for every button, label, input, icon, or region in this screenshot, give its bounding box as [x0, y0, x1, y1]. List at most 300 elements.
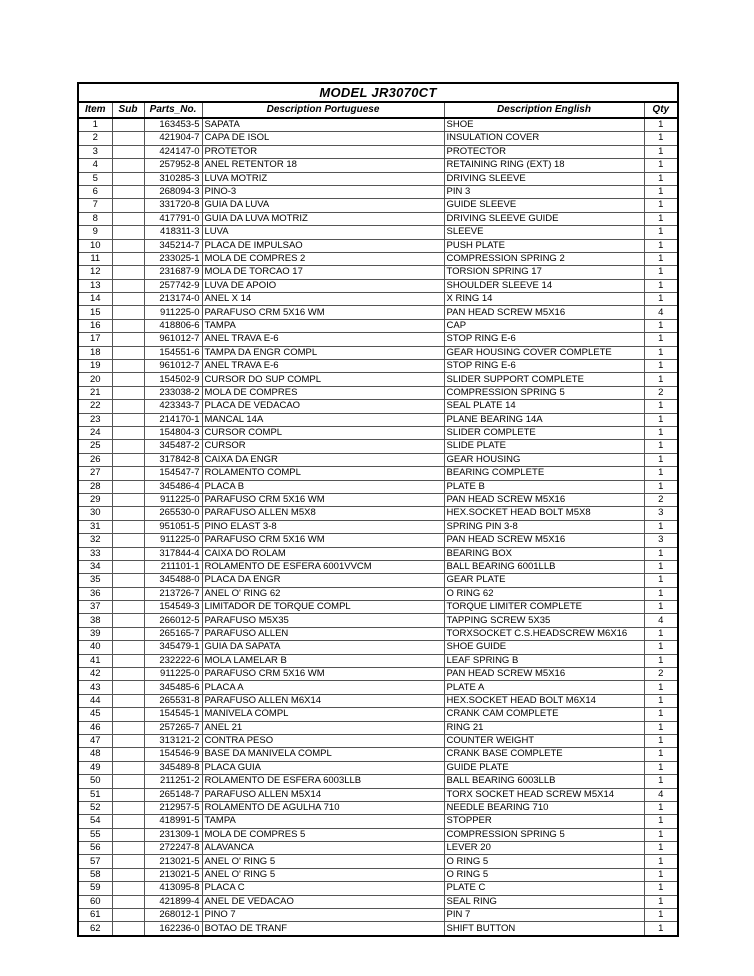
- cell-part: 418311-3: [144, 226, 202, 239]
- cell-sub: [112, 360, 144, 373]
- cell-qty: 1: [644, 145, 678, 158]
- cell-sub: [112, 708, 144, 721]
- cell-part: 211101-1: [144, 560, 202, 573]
- cell-part: 213021-5: [144, 868, 202, 881]
- cell-part: 214170-1: [144, 413, 202, 426]
- cell-qty: 1: [644, 708, 678, 721]
- cell-part: 345479-1: [144, 641, 202, 654]
- cell-part: 310285-3: [144, 172, 202, 185]
- cell-item: 33: [78, 547, 112, 560]
- cell-item: 39: [78, 627, 112, 640]
- cell-part: 421904-7: [144, 132, 202, 145]
- cell-en: LEAF SPRING B: [444, 654, 644, 667]
- table-row: [78, 145, 678, 158]
- cell-item: 6: [78, 185, 112, 198]
- table-body: [78, 118, 678, 936]
- cell-pt: GUIA DA LUVA: [202, 199, 444, 212]
- cell-qty: 3: [644, 534, 678, 547]
- table-row: [78, 614, 678, 627]
- cell-qty: 1: [644, 333, 678, 346]
- table-row: [78, 226, 678, 239]
- cell-item: 29: [78, 493, 112, 506]
- cell-pt: PARAFUSO ALLEN M6X14: [202, 694, 444, 707]
- cell-pt: BASE DA MANIVELA COMPL: [202, 748, 444, 761]
- cell-qty: 4: [644, 614, 678, 627]
- cell-sub: [112, 788, 144, 801]
- cell-en: SHIFT BUTTON: [444, 922, 644, 936]
- cell-qty: 1: [644, 319, 678, 332]
- cell-part: 213726-7: [144, 587, 202, 600]
- table-row: [78, 641, 678, 654]
- cell-pt: CAIXA DA ENGR: [202, 453, 444, 466]
- cell-part: 421899-4: [144, 895, 202, 908]
- table-row: [78, 574, 678, 587]
- cell-qty: 1: [644, 400, 678, 413]
- cell-en: CRANK BASE COMPLETE: [444, 748, 644, 761]
- table-row: [78, 601, 678, 614]
- cell-qty: 1: [644, 279, 678, 292]
- cell-part: 911225-0: [144, 534, 202, 547]
- cell-part: 257265-7: [144, 721, 202, 734]
- cell-item: 24: [78, 426, 112, 439]
- cell-part: 154546-9: [144, 748, 202, 761]
- table-header: [78, 83, 678, 118]
- cell-qty: 1: [644, 801, 678, 814]
- cell-qty: 1: [644, 574, 678, 587]
- table-row: [78, 708, 678, 721]
- cell-sub: [112, 386, 144, 399]
- cell-item: 52: [78, 801, 112, 814]
- cell-pt: MANCAL 14A: [202, 413, 444, 426]
- cell-qty: 1: [644, 453, 678, 466]
- table-row: [78, 507, 678, 520]
- cell-sub: [112, 426, 144, 439]
- cell-pt: TAMPA DA ENGR COMPL: [202, 346, 444, 359]
- cell-sub: [112, 775, 144, 788]
- cell-item: 40: [78, 641, 112, 654]
- cell-sub: [112, 627, 144, 640]
- cell-sub: [112, 266, 144, 279]
- cell-qty: 1: [644, 734, 678, 747]
- cell-part: 418806-6: [144, 319, 202, 332]
- cell-part: 418991-5: [144, 815, 202, 828]
- cell-sub: [112, 842, 144, 855]
- table-row: [78, 467, 678, 480]
- cell-en: GUIDE SLEEVE: [444, 199, 644, 212]
- cell-sub: [112, 761, 144, 774]
- cell-pt: MOLA DE COMPRES 5: [202, 828, 444, 841]
- cell-sub: [112, 440, 144, 453]
- cell-part: 154545-1: [144, 708, 202, 721]
- table-row: [78, 668, 678, 681]
- cell-en: BEARING COMPLETE: [444, 467, 644, 480]
- cell-pt: PARAFUSO ALLEN M5X14: [202, 788, 444, 801]
- cell-item: 2: [78, 132, 112, 145]
- column-header-row: [78, 102, 678, 118]
- cell-pt: PINO ELAST 3-8: [202, 520, 444, 533]
- cell-item: 35: [78, 574, 112, 587]
- cell-pt: CAPA DE ISOL: [202, 132, 444, 145]
- cell-sub: [112, 520, 144, 533]
- cell-en: COMPRESSION SPRING 2: [444, 252, 644, 265]
- cell-sub: [112, 614, 144, 627]
- table-row: [78, 118, 678, 132]
- cell-sub: [112, 654, 144, 667]
- cell-qty: 1: [644, 132, 678, 145]
- cell-sub: [112, 868, 144, 881]
- cell-pt: PARAFUSO M5X35: [202, 614, 444, 627]
- cell-en: HEX.SOCKET HEAD BOLT M5X8: [444, 507, 644, 520]
- table-row: [78, 252, 678, 265]
- cell-pt: ANEL DE VEDACAO: [202, 895, 444, 908]
- cell-qty: 1: [644, 118, 678, 132]
- table-row: [78, 172, 678, 185]
- column-header-sub: Sub: [112, 102, 144, 118]
- cell-item: 25: [78, 440, 112, 453]
- cell-part: 154549-3: [144, 601, 202, 614]
- table-row: [78, 453, 678, 466]
- cell-sub: [112, 694, 144, 707]
- cell-en: BALL BEARING 6001LLB: [444, 560, 644, 573]
- table-row: [78, 293, 678, 306]
- cell-sub: [112, 132, 144, 145]
- cell-pt: LUVA DE APOIO: [202, 279, 444, 292]
- table-row: [78, 185, 678, 198]
- cell-en: COUNTER WEIGHT: [444, 734, 644, 747]
- cell-pt: PARAFUSO CRM 5X16 WM: [202, 493, 444, 506]
- cell-en: GEAR PLATE: [444, 574, 644, 587]
- cell-en: O RING 5: [444, 868, 644, 881]
- cell-en: NEEDLE BEARING 710: [444, 801, 644, 814]
- cell-qty: 4: [644, 788, 678, 801]
- cell-pt: BOTAO DE TRANF: [202, 922, 444, 936]
- cell-pt: ALAVANCA: [202, 842, 444, 855]
- cell-qty: 2: [644, 386, 678, 399]
- cell-en: RING 21: [444, 721, 644, 734]
- cell-en: PIN 7: [444, 909, 644, 922]
- table-row: [78, 734, 678, 747]
- cell-sub: [112, 748, 144, 761]
- table-row: [78, 587, 678, 600]
- cell-qty: 4: [644, 306, 678, 319]
- cell-part: 423343-7: [144, 400, 202, 413]
- table-row: [78, 761, 678, 774]
- cell-qty: 1: [644, 842, 678, 855]
- cell-item: 5: [78, 172, 112, 185]
- cell-en: SHOE: [444, 118, 644, 132]
- cell-sub: [112, 319, 144, 332]
- cell-part: 257952-8: [144, 159, 202, 172]
- cell-qty: 1: [644, 426, 678, 439]
- model-title-row: [78, 83, 678, 102]
- cell-part: 345488-0: [144, 574, 202, 587]
- table-row: [78, 694, 678, 707]
- cell-item: 21: [78, 386, 112, 399]
- cell-en: PIN 3: [444, 185, 644, 198]
- cell-en: PLANE BEARING 14A: [444, 413, 644, 426]
- cell-item: 57: [78, 855, 112, 868]
- cell-pt: PARAFUSO ALLEN M5X8: [202, 507, 444, 520]
- cell-en: PLATE B: [444, 480, 644, 493]
- cell-pt: MOLA DE COMPRES: [202, 386, 444, 399]
- table-row: [78, 319, 678, 332]
- table-row: [78, 681, 678, 694]
- cell-qty: 1: [644, 467, 678, 480]
- cell-item: 4: [78, 159, 112, 172]
- cell-sub: [112, 453, 144, 466]
- cell-item: 49: [78, 761, 112, 774]
- table-row: [78, 882, 678, 895]
- cell-en: CRANK CAM COMPLETE: [444, 708, 644, 721]
- cell-en: GEAR HOUSING COVER COMPLETE: [444, 346, 644, 359]
- cell-pt: MOLA DE TORCAO 17: [202, 266, 444, 279]
- cell-qty: 1: [644, 855, 678, 868]
- cell-pt: PLACA DA ENGR: [202, 574, 444, 587]
- cell-sub: [112, 668, 144, 681]
- table-row: [78, 132, 678, 145]
- table-row: [78, 775, 678, 788]
- cell-en: HEX.SOCKET HEAD BOLT M6X14: [444, 694, 644, 707]
- cell-qty: 1: [644, 560, 678, 573]
- cell-pt: MANIVELA COMPL: [202, 708, 444, 721]
- cell-sub: [112, 855, 144, 868]
- cell-sub: [112, 199, 144, 212]
- table-row: [78, 627, 678, 640]
- cell-sub: [112, 118, 144, 132]
- cell-qty: 1: [644, 641, 678, 654]
- page-title: MODEL JR3070CT: [78, 83, 678, 102]
- cell-qty: 1: [644, 226, 678, 239]
- cell-part: 213021-5: [144, 855, 202, 868]
- cell-sub: [112, 373, 144, 386]
- table-row: [78, 266, 678, 279]
- cell-pt: PLACA GUIA: [202, 761, 444, 774]
- cell-sub: [112, 252, 144, 265]
- cell-part: 345489-8: [144, 761, 202, 774]
- cell-item: 11: [78, 252, 112, 265]
- cell-pt: CAIXA DO ROLAM: [202, 547, 444, 560]
- cell-pt: PARAFUSO CRM 5X16 WM: [202, 306, 444, 319]
- cell-item: 41: [78, 654, 112, 667]
- cell-en: TORX SOCKET HEAD SCREW M5X14: [444, 788, 644, 801]
- cell-sub: [112, 279, 144, 292]
- cell-sub: [112, 909, 144, 922]
- cell-item: 34: [78, 560, 112, 573]
- table-row: [78, 306, 678, 319]
- cell-pt: PARAFUSO CRM 5X16 WM: [202, 534, 444, 547]
- cell-en: BALL BEARING 6003LLB: [444, 775, 644, 788]
- cell-sub: [112, 185, 144, 198]
- cell-en: INSULATION COVER: [444, 132, 644, 145]
- cell-sub: [112, 882, 144, 895]
- cell-item: 15: [78, 306, 112, 319]
- cell-pt: CONTRA PESO: [202, 734, 444, 747]
- cell-sub: [112, 895, 144, 908]
- cell-pt: ANEL O' RING 5: [202, 868, 444, 881]
- cell-pt: ANEL 21: [202, 721, 444, 734]
- cell-item: 48: [78, 748, 112, 761]
- cell-pt: CURSOR DO SUP COMPL: [202, 373, 444, 386]
- cell-en: STOP RING E-6: [444, 333, 644, 346]
- cell-item: 20: [78, 373, 112, 386]
- table-row: [78, 842, 678, 855]
- cell-sub: [112, 293, 144, 306]
- column-header-item: Item: [78, 102, 112, 118]
- cell-item: 30: [78, 507, 112, 520]
- cell-pt: PLACA A: [202, 681, 444, 694]
- cell-en: O RING 5: [444, 855, 644, 868]
- cell-part: 266012-5: [144, 614, 202, 627]
- cell-part: 424147-0: [144, 145, 202, 158]
- cell-pt: PARAFUSO CRM 5X16 WM: [202, 668, 444, 681]
- cell-sub: [112, 681, 144, 694]
- cell-part: 268094-3: [144, 185, 202, 198]
- cell-pt: MOLA DE COMPRES 2: [202, 252, 444, 265]
- cell-qty: 1: [644, 748, 678, 761]
- cell-en: TORQUE LIMITER COMPLETE: [444, 601, 644, 614]
- table-row: [78, 534, 678, 547]
- cell-en: TAPPING SCREW 5X35: [444, 614, 644, 627]
- cell-qty: 1: [644, 440, 678, 453]
- cell-item: 42: [78, 668, 112, 681]
- cell-part: 951051-5: [144, 520, 202, 533]
- cell-qty: 1: [644, 909, 678, 922]
- cell-item: 38: [78, 614, 112, 627]
- cell-sub: [112, 587, 144, 600]
- cell-pt: ROLAMENTO DE ESFERA 6001VVCM: [202, 560, 444, 573]
- cell-qty: 1: [644, 721, 678, 734]
- cell-item: 7: [78, 199, 112, 212]
- cell-qty: 1: [644, 346, 678, 359]
- cell-en: DRIVING SLEEVE: [444, 172, 644, 185]
- cell-pt: ANEL X 14: [202, 293, 444, 306]
- cell-item: 13: [78, 279, 112, 292]
- cell-item: 59: [78, 882, 112, 895]
- table-row: [78, 828, 678, 841]
- cell-en: COMPRESSION SPRING 5: [444, 828, 644, 841]
- cell-item: 19: [78, 360, 112, 373]
- cell-part: 961012-7: [144, 360, 202, 373]
- column-header-qty: Qty: [644, 102, 678, 118]
- cell-sub: [112, 346, 144, 359]
- cell-pt: ANEL TRAVA E-6: [202, 333, 444, 346]
- cell-sub: [112, 601, 144, 614]
- cell-sub: [112, 159, 144, 172]
- cell-qty: 1: [644, 815, 678, 828]
- cell-item: 54: [78, 815, 112, 828]
- cell-en: SEAL PLATE 14: [444, 400, 644, 413]
- cell-item: 8: [78, 212, 112, 225]
- parts-list-container: [77, 82, 677, 937]
- cell-item: 10: [78, 239, 112, 252]
- cell-pt: ANEL O' RING 62: [202, 587, 444, 600]
- cell-en: PUSH PLATE: [444, 239, 644, 252]
- cell-qty: 1: [644, 654, 678, 667]
- table-row: [78, 386, 678, 399]
- cell-qty: 1: [644, 547, 678, 560]
- cell-item: 26: [78, 453, 112, 466]
- table-row: [78, 855, 678, 868]
- cell-item: 47: [78, 734, 112, 747]
- cell-qty: 1: [644, 239, 678, 252]
- cell-part: 265148-7: [144, 788, 202, 801]
- cell-part: 317842-8: [144, 453, 202, 466]
- cell-item: 23: [78, 413, 112, 426]
- cell-pt: SAPATA: [202, 118, 444, 132]
- cell-item: 62: [78, 922, 112, 936]
- cell-qty: 1: [644, 882, 678, 895]
- cell-part: 911225-0: [144, 668, 202, 681]
- cell-item: 27: [78, 467, 112, 480]
- cell-part: 154551-6: [144, 346, 202, 359]
- cell-qty: 1: [644, 413, 678, 426]
- cell-part: 413095-8: [144, 882, 202, 895]
- cell-en: SHOE GUIDE: [444, 641, 644, 654]
- cell-item: 22: [78, 400, 112, 413]
- column-header-description-portuguese: Description Portuguese: [202, 102, 444, 118]
- cell-qty: 1: [644, 520, 678, 533]
- cell-pt: ANEL O' RING 5: [202, 855, 444, 868]
- cell-sub: [112, 574, 144, 587]
- cell-part: 231687-9: [144, 266, 202, 279]
- cell-en: SPRING PIN 3-8: [444, 520, 644, 533]
- cell-sub: [112, 333, 144, 346]
- cell-pt: PINO-3: [202, 185, 444, 198]
- cell-part: 331720-8: [144, 199, 202, 212]
- cell-item: 51: [78, 788, 112, 801]
- cell-qty: 1: [644, 775, 678, 788]
- cell-item: 46: [78, 721, 112, 734]
- cell-qty: 1: [644, 480, 678, 493]
- table-row: [78, 547, 678, 560]
- table-row: [78, 212, 678, 225]
- cell-item: 55: [78, 828, 112, 841]
- cell-qty: 1: [644, 293, 678, 306]
- cell-en: TORXSOCKET C.S.HEADSCREW M6X16: [444, 627, 644, 640]
- cell-sub: [112, 212, 144, 225]
- cell-en: SHOULDER SLEEVE 14: [444, 279, 644, 292]
- cell-pt: GUIA DA SAPATA: [202, 641, 444, 654]
- cell-en: DRIVING SLEEVE GUIDE: [444, 212, 644, 225]
- cell-en: PLATE C: [444, 882, 644, 895]
- cell-qty: 2: [644, 668, 678, 681]
- cell-item: 16: [78, 319, 112, 332]
- cell-qty: 1: [644, 694, 678, 707]
- cell-en: LEVER 20: [444, 842, 644, 855]
- table-row: [78, 748, 678, 761]
- cell-part: 211251-2: [144, 775, 202, 788]
- table-row: [78, 279, 678, 292]
- table-row: [78, 440, 678, 453]
- table-row: [78, 721, 678, 734]
- cell-item: 50: [78, 775, 112, 788]
- cell-item: 61: [78, 909, 112, 922]
- cell-item: 12: [78, 266, 112, 279]
- cell-sub: [112, 801, 144, 814]
- cell-qty: 2: [644, 493, 678, 506]
- cell-en: X RING 14: [444, 293, 644, 306]
- cell-part: 268012-1: [144, 909, 202, 922]
- cell-en: SLIDER SUPPORT COMPLETE: [444, 373, 644, 386]
- cell-part: 417791-0: [144, 212, 202, 225]
- cell-item: 60: [78, 895, 112, 908]
- cell-qty: 1: [644, 922, 678, 936]
- cell-sub: [112, 721, 144, 734]
- cell-part: 232222-6: [144, 654, 202, 667]
- table-row: [78, 922, 678, 936]
- cell-part: 265531-8: [144, 694, 202, 707]
- cell-part: 154547-7: [144, 467, 202, 480]
